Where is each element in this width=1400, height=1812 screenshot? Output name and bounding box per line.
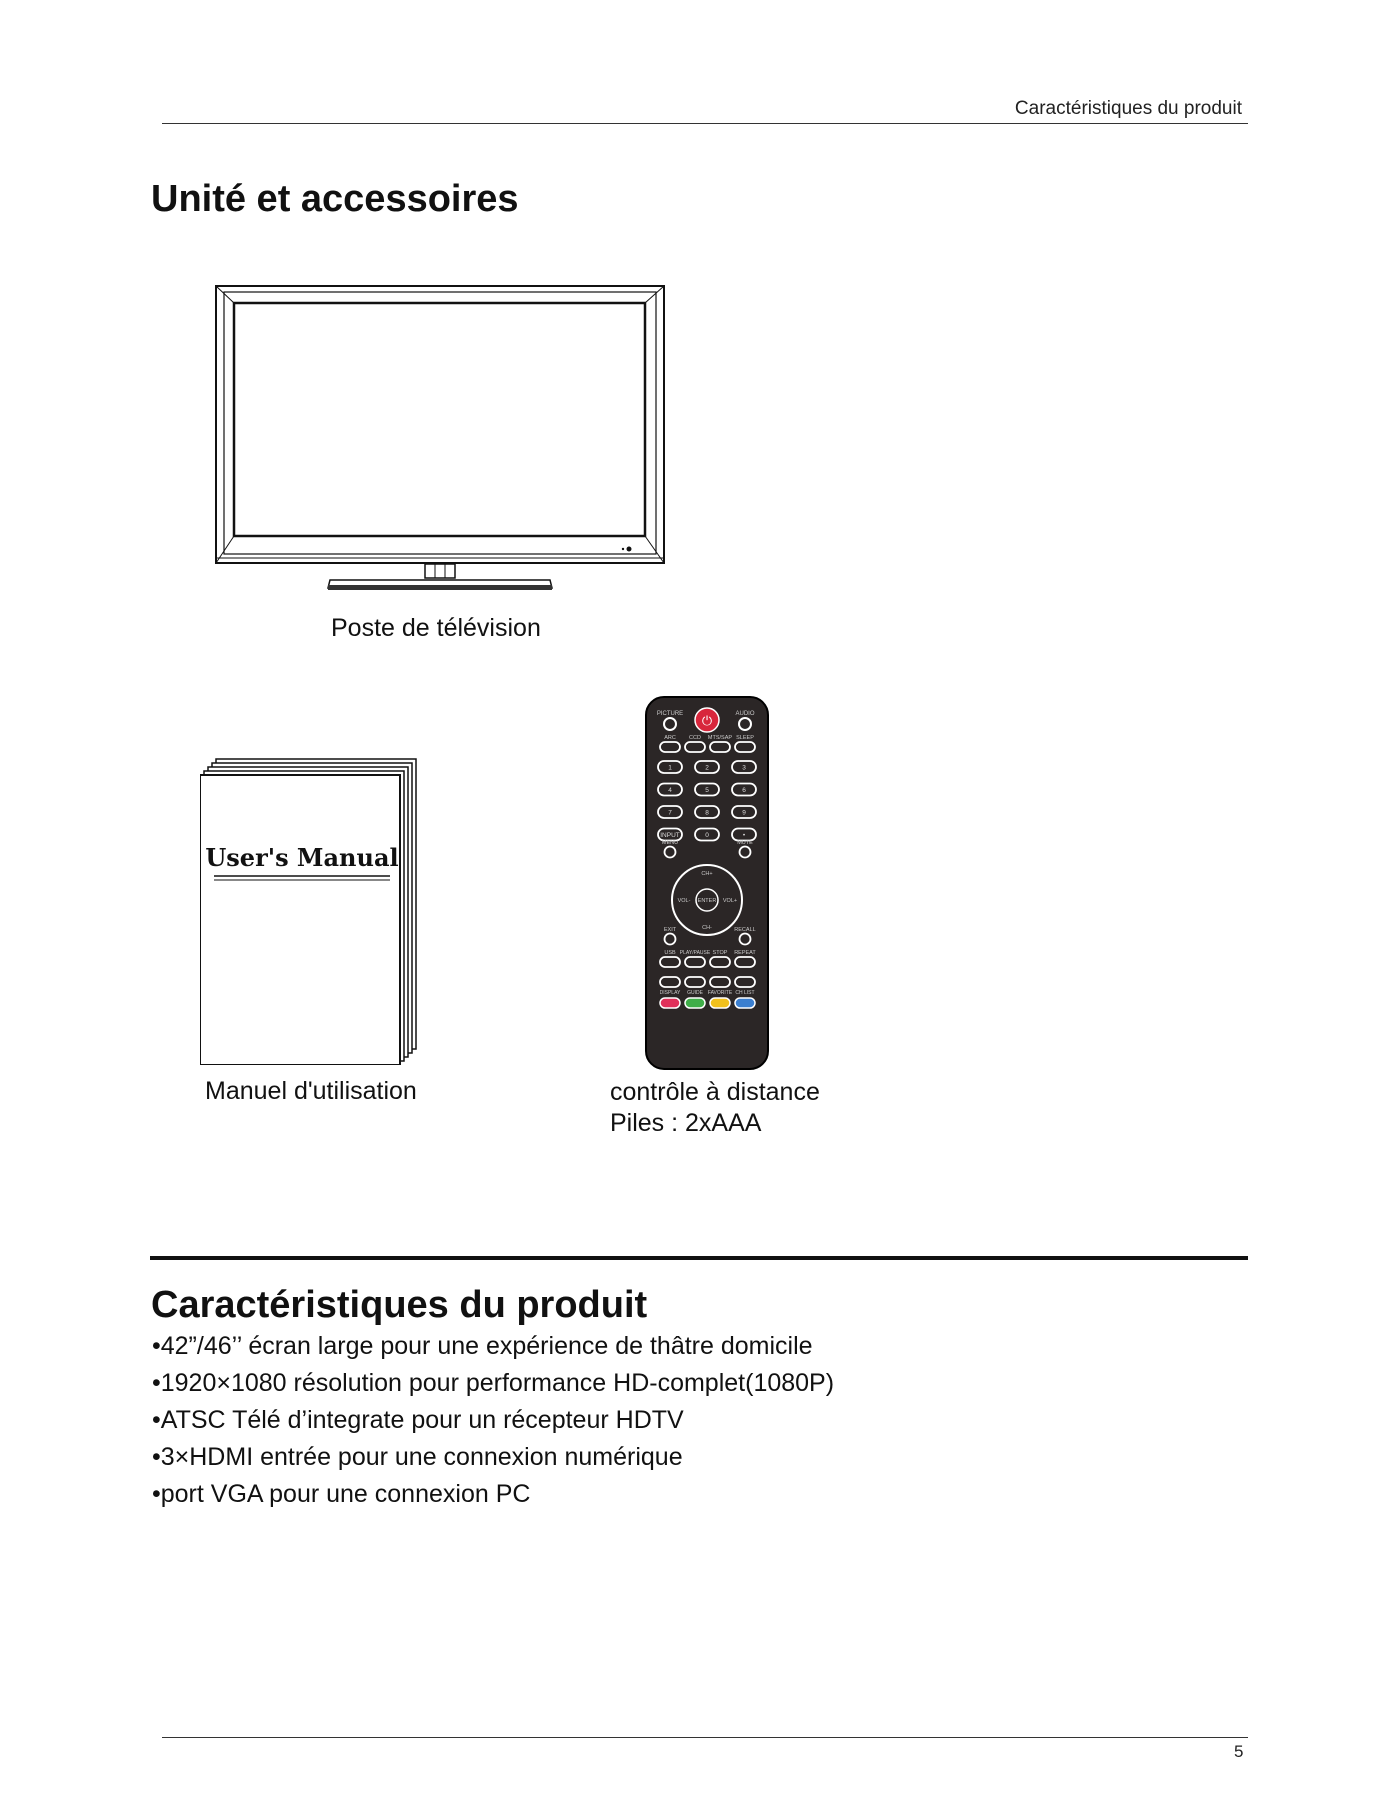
feature-item: •port VGA pour une connexion PC	[152, 1480, 531, 1508]
remote-key-label: 2	[705, 764, 709, 772]
tv-caption: Poste de télévision	[331, 614, 541, 642]
remote-key-label: 5	[705, 787, 709, 794]
label-enter: ENTER	[697, 898, 717, 904]
label-play: PLAY/PAUSE	[679, 950, 711, 956]
feature-item: •1920×1080 résolution pour performance HD-complet(1080P)	[152, 1369, 835, 1397]
label-vol-down: VOL-	[677, 898, 691, 904]
green-key	[685, 998, 705, 1008]
label-stop: STOP	[712, 950, 728, 956]
page-number: 5	[1234, 1742, 1244, 1761]
label-menu: MENU	[661, 840, 679, 846]
power-icon: ⏻	[701, 713, 713, 728]
accessories-title: Unité et accessoires	[151, 178, 519, 220]
feature-item: •3×HDMI entrée pour une connexion numérique	[152, 1443, 683, 1471]
remote-caption	[610, 1077, 820, 1139]
label-mts: MTS/SAP	[707, 735, 733, 741]
remote-key-label: 1	[668, 764, 672, 772]
label-picture: PICTURE	[656, 711, 684, 717]
tv-illustration	[210, 280, 670, 600]
features-title: Caractéristiques du produit	[151, 1284, 648, 1326]
label-recall: RECALL	[734, 927, 756, 933]
remote-caption-line1: contrôle à distance	[610, 1078, 820, 1106]
label-favorite: FAVORITE	[707, 990, 733, 996]
yellow-key	[710, 998, 730, 1008]
label-sleep: SLEEP	[736, 735, 754, 741]
manual-cover-text: User's Manual	[205, 843, 399, 872]
remote-illustration	[642, 695, 772, 1075]
section-divider	[150, 1256, 1248, 1260]
remote-key-label: 4	[668, 787, 672, 794]
remote-key-label: 8	[705, 809, 709, 817]
label-audio: AUDIO	[735, 711, 755, 717]
features-list	[152, 1328, 834, 1513]
label-display: DISPLAY	[659, 990, 681, 996]
label-repeat: REPEAT	[734, 950, 756, 956]
label-usb: USB	[664, 950, 676, 956]
remote-key-label: INPUT	[660, 832, 680, 839]
blue-key	[735, 998, 755, 1008]
feature-item: •42”/46’’ écran large pour une expérience de thâtre domicile	[152, 1332, 813, 1360]
remote-key-label: 6	[742, 787, 746, 794]
label-guide: GUIDE	[687, 990, 703, 996]
header-rule	[162, 123, 1248, 124]
label-mute: MUTE	[737, 840, 753, 846]
remote-key-label: 9	[742, 809, 746, 817]
remote-caption-line2: Piles : 2xAAA	[610, 1109, 762, 1137]
label-exit: EXIT	[663, 927, 677, 933]
label-ccd: CCD	[689, 735, 701, 741]
label-ch-up: CH+	[701, 871, 713, 877]
label-ch-down: CH-	[702, 925, 712, 931]
running-header: Caractéristiques du produit	[1014, 98, 1242, 119]
footer-rule	[162, 1737, 1248, 1738]
remote-key-label: 3	[742, 764, 746, 772]
remote-key-label: •	[742, 832, 746, 839]
remote-key-label: 0	[705, 832, 709, 839]
label-vol-up: VOL+	[722, 898, 738, 904]
feature-item: •ATSC Télé d’integrate pour un récepteur HDTV	[152, 1406, 684, 1434]
remote-key-label: 7	[668, 809, 672, 817]
manual-illustration	[200, 755, 420, 1065]
label-arc: ARC	[664, 735, 676, 741]
label-chlist: CH LIST	[735, 990, 755, 996]
red-key	[660, 998, 680, 1008]
manual-caption: Manuel d'utilisation	[205, 1077, 417, 1105]
